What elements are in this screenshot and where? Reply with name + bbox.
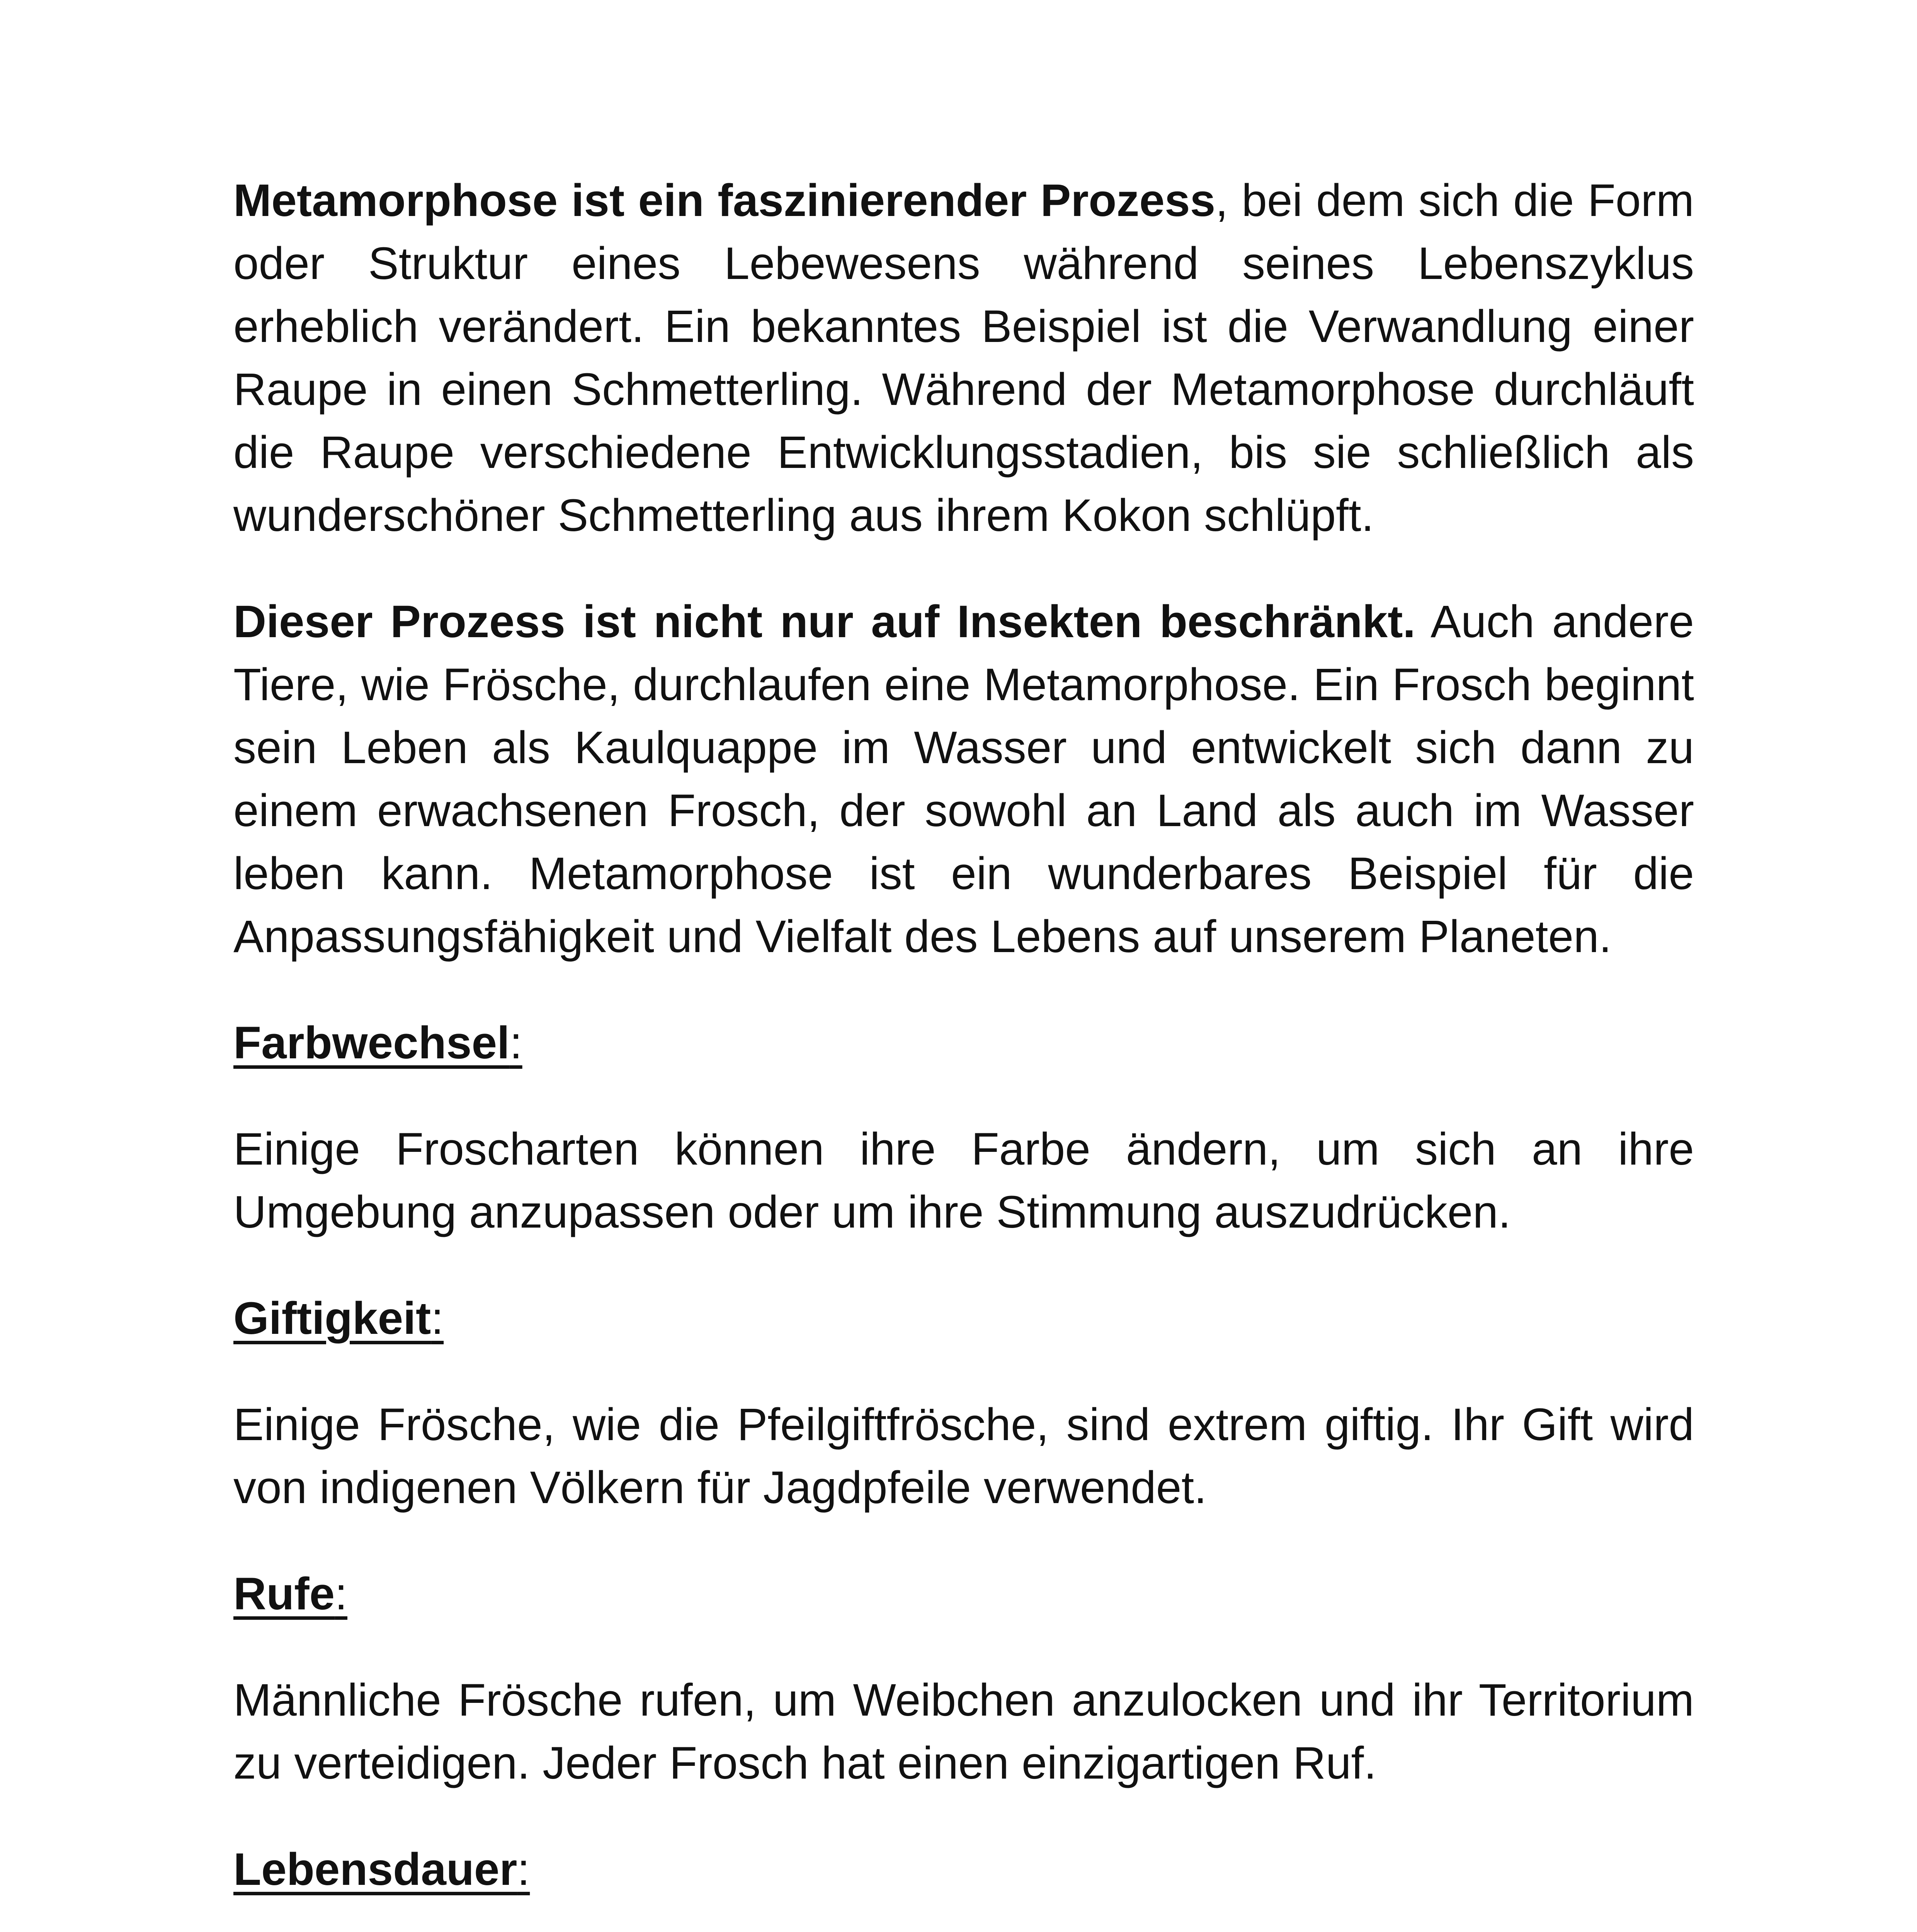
section-heading-rufe [233,1563,1694,1626]
intro-body-text: , bei dem sich die Form oder Struktur eines Lebewesens während seines Lebenszyklus erheblich verändert. Ein bekanntes Beispiel ist die Verwandlung einer Raupe in einen Schmetterling. Während der Metamorphose durchläuft die Raupe verschiedene Entwicklungsstadien, bis sie schließlich als wunderschöner Schmetterling aus ihrem Kokon schlüpft. [233,175,1694,541]
heading-text: Giftigkeit [233,1293,431,1344]
heading-text: Farbwechsel [233,1017,510,1068]
second-lead-text: Dieser Prozess ist nicht nur auf Insekten beschränkt. [233,596,1416,647]
heading-colon: : [431,1293,444,1344]
section-text-rufe: Männliche Frösche rufen, um Weibchen anzulocken und ihr Territorium zu verteidigen. Jeder Frosch hat einen einzigartigen Ruf. [233,1675,1694,1789]
second-body-text: Auch andere Tiere, wie Frösche, durchlaufen eine Metamorphose. Ein Frosch beginnt sein Leben als Kaulquappe im Wasser und entwickelt sich dann zu einem erwachsenen Frosch, der sowohl an Land als auch im Wasser leben kann. Metamorphose ist ein wunderbares Beispiel für die Anpassungsfähigkeit und Vielfalt des Lebens auf unserem Planeten. [233,596,1694,962]
section-heading-giftigkeit [233,1287,1694,1350]
second-paragraph [233,590,1694,968]
heading-colon: : [509,1017,522,1068]
intro-paragraph [233,169,1694,547]
intro-lead-text: Metamorphose ist ein faszinierender Prozess [233,175,1216,226]
heading-colon: : [517,1844,530,1895]
page-content [233,169,1694,1932]
section-heading-lebensdauer [233,1838,1694,1901]
heading-colon: : [335,1568,348,1619]
heading-text: Lebensdauer [233,1844,517,1895]
heading-text: Rufe [233,1568,335,1619]
section-heading-farbwechsel [233,1012,1694,1075]
section-text-giftigkeit: Einige Frösche, wie die Pfeilgiftfrösche, sind extrem giftig. Ihr Gift wird von indigenen Völkern für Jagdpfeile verwendet. [233,1399,1694,1513]
section-text-farbwechsel: Einige Froscharten können ihre Farbe ändern, um sich an ihre Umgebung anzupassen oder um ihre Stimmung auszudrücken. [233,1124,1694,1238]
